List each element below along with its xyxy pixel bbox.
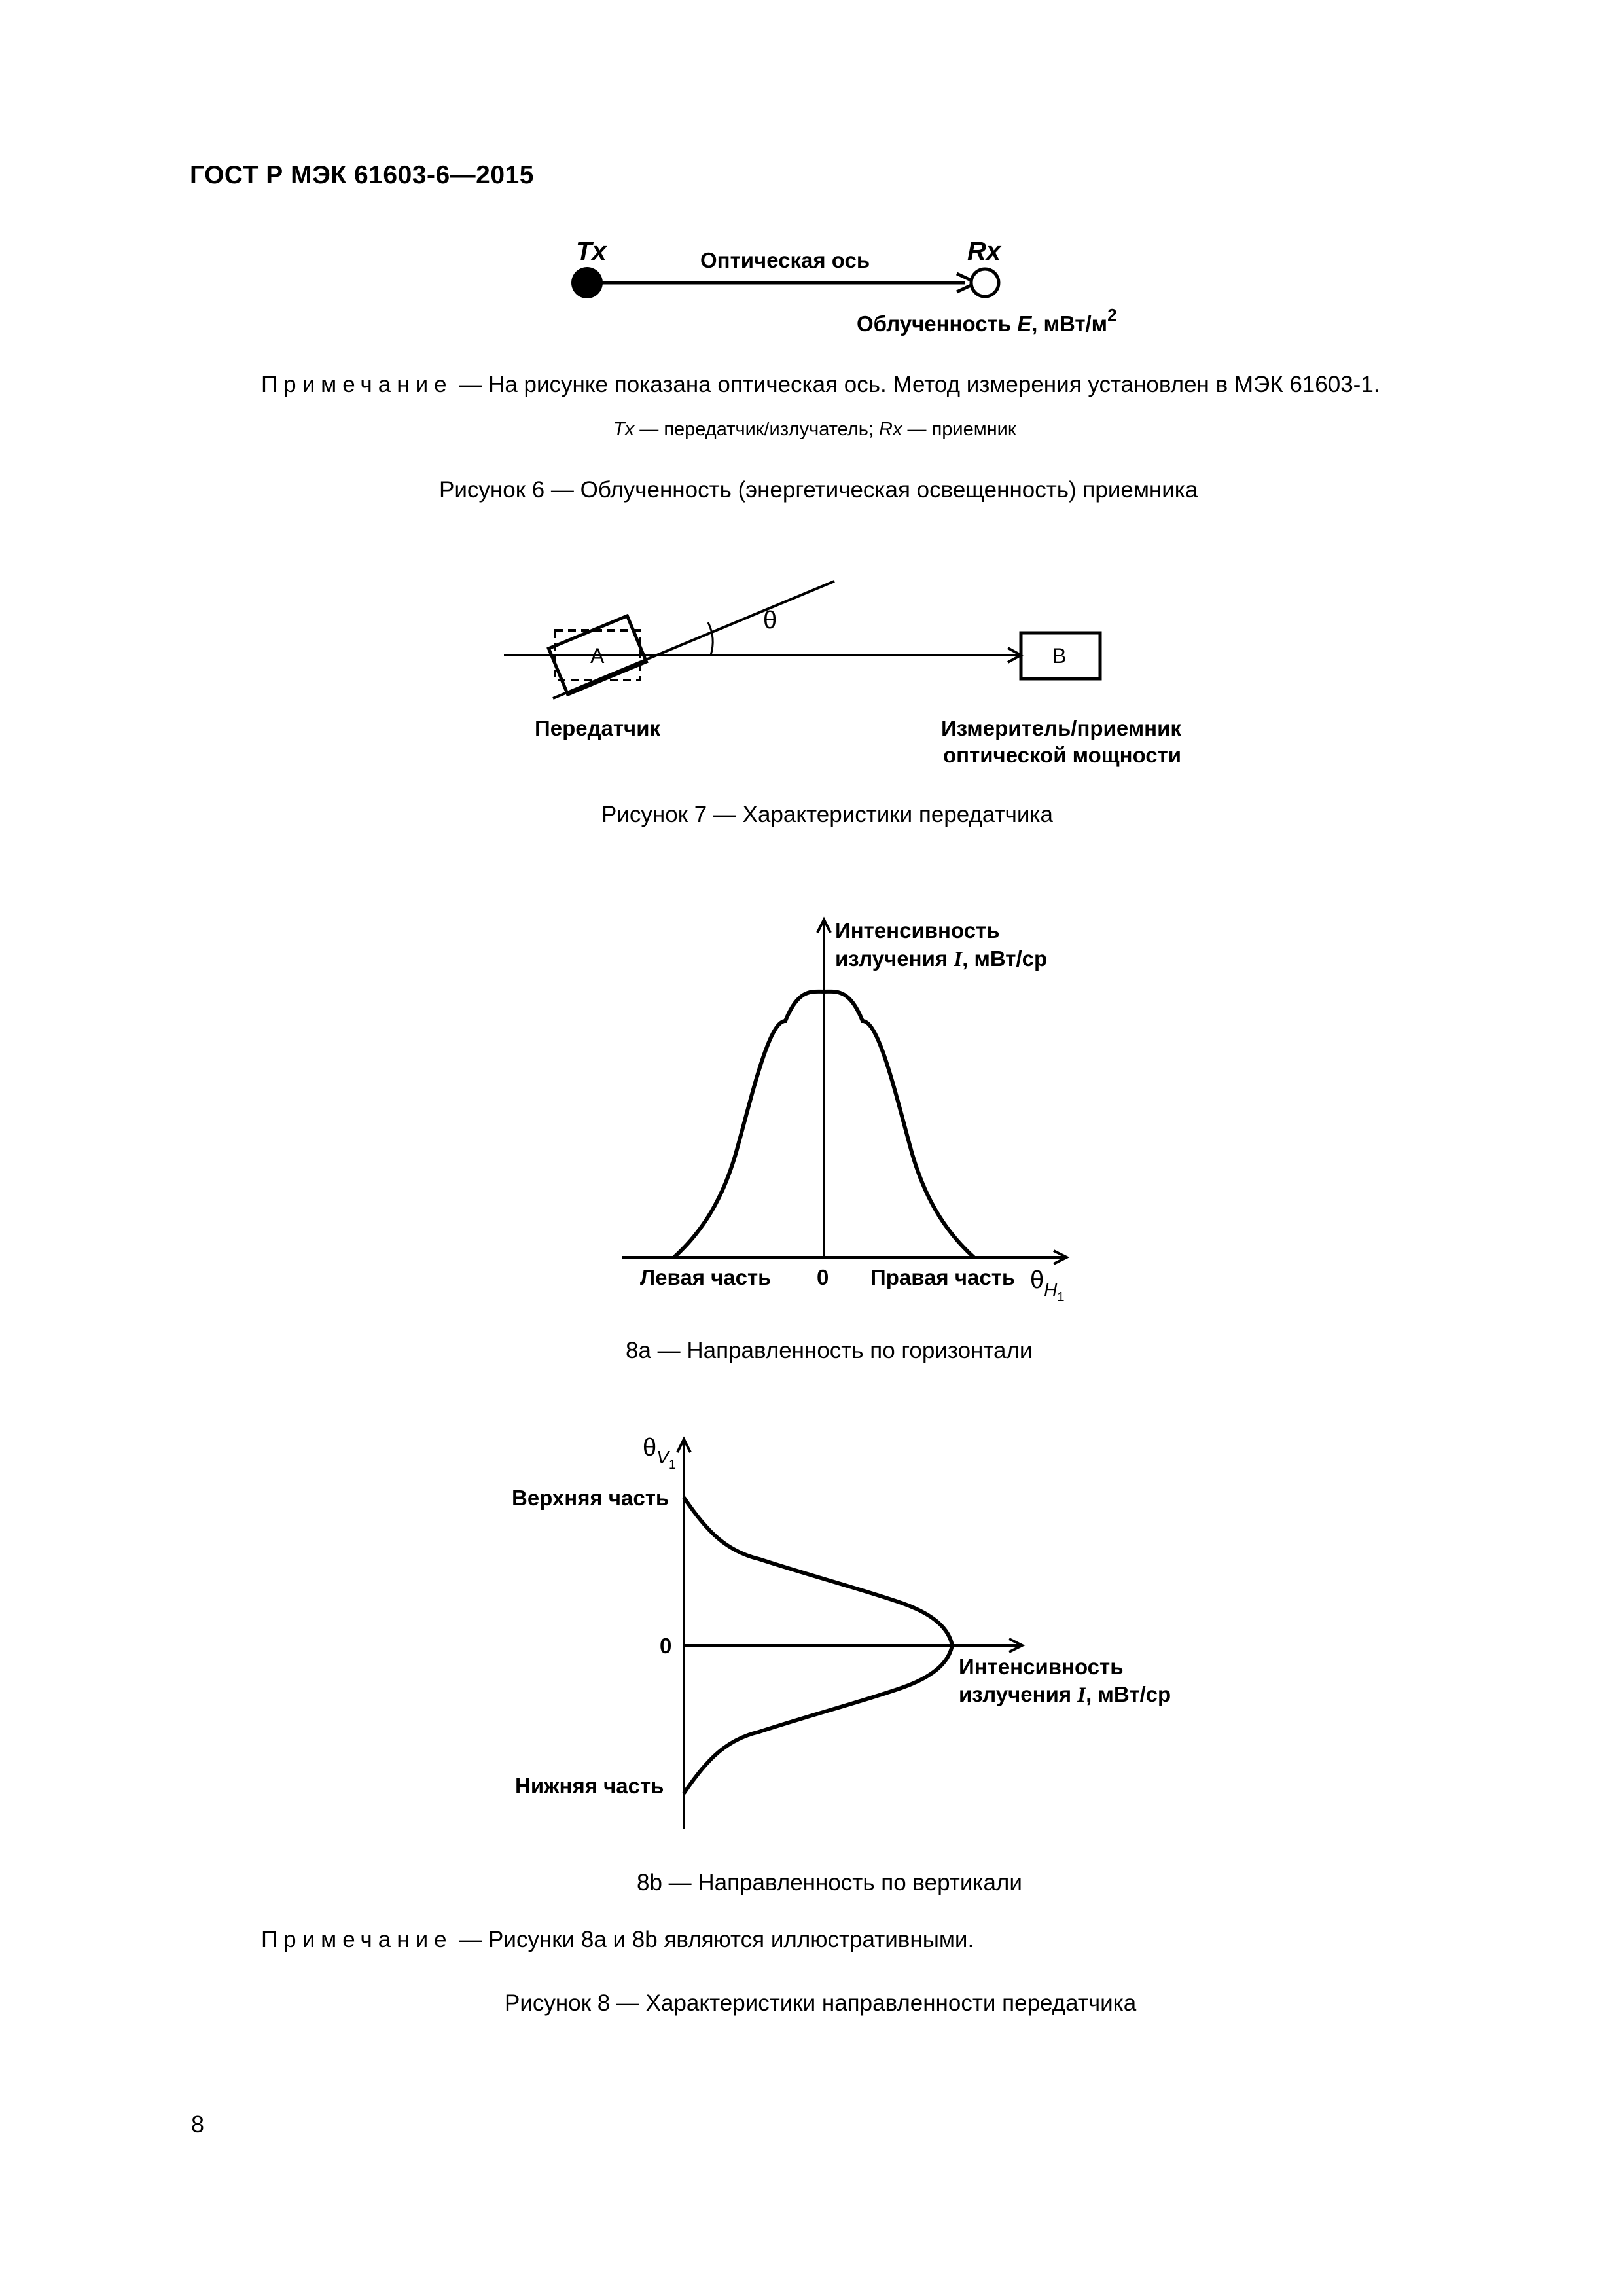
figure-6-note: Примечание — На рисунке показана оптическая ось. Метод измерения установлен в МЭК 61603-1. [261, 372, 1380, 397]
transmitter-label: Передатчик [535, 716, 661, 740]
figure-8a-caption: 8а — Направленность по горизонтали [626, 1338, 1033, 1363]
y-axis-symbol: $\theta_{V1}$ [643, 1434, 676, 1472]
tx-label: Tx [576, 237, 607, 266]
zero-label: 0 [817, 1265, 829, 1289]
x-label-line1: Интенсивность [959, 1655, 1124, 1679]
zero-label: 0 [660, 1634, 672, 1658]
figure-6-caption: Рисунок 6 — Облученность (энергетическая освещенность) приемника [439, 477, 1198, 503]
meter-label-line1: Измеритель/приемник [941, 716, 1181, 740]
figure-7-caption: Рисунок 7 — Характеристики передатчика [601, 802, 1053, 827]
bottom-part-label: Нижняя часть [515, 1774, 664, 1798]
right-part-label: Правая часть [870, 1265, 1016, 1289]
left-part-label: Левая часть [640, 1265, 772, 1289]
document-header: ГОСТ Р МЭК 61603-6—2015 [190, 161, 534, 189]
irradiance-label: Облученность E, мВт/$м^2$ [857, 305, 1117, 336]
page-number: 8 [191, 2111, 205, 2138]
box-a-label: A [590, 644, 605, 668]
x-axis-symbol: $\theta_{H1}$ [1030, 1266, 1065, 1304]
angle-theta-label: θ [763, 607, 777, 634]
optical-axis-label: Оптическая ось [700, 248, 870, 272]
figure-6-legend: Tx — передатчик/излучатель; Rx — приемник [613, 419, 1016, 440]
x-label-line2: излучения I, мВт/ср [959, 1682, 1171, 1707]
y-label-line1: Интенсивность [835, 918, 1000, 942]
box-b-label: B [1052, 644, 1067, 668]
y-label-line2: излучения I, мВт/ср [835, 946, 1048, 971]
figure-8b-caption: 8b — Направленность по вертикали [637, 1870, 1022, 1895]
figure-8-note: Примечание — Рисунки 8а и 8b являются иллюстративными. [261, 1927, 974, 1952]
top-part-label: Верхняя часть [512, 1486, 669, 1510]
figure-8-caption: Рисунок 8 — Характеристики направленности передатчика [505, 1990, 1137, 2016]
rx-label: Rx [967, 237, 1001, 266]
meter-label-line2: оптической мощности [943, 743, 1182, 767]
